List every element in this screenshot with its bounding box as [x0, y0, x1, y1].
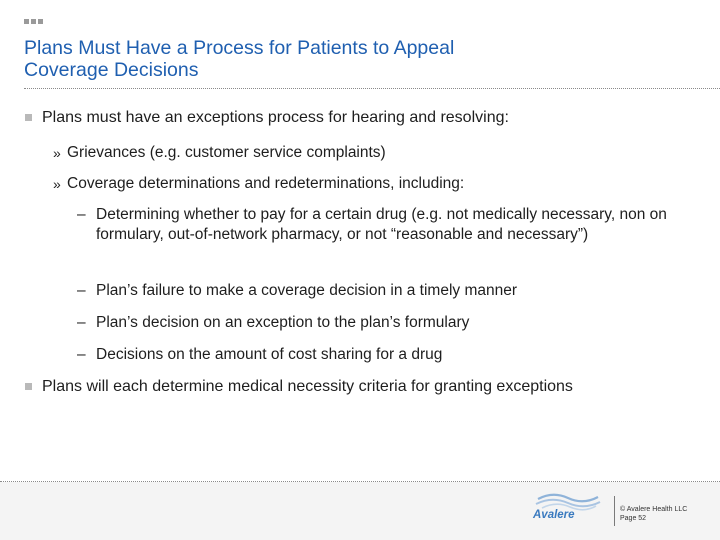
dash-bullet-icon: –	[77, 314, 86, 331]
square-bullet-icon	[25, 383, 32, 390]
dash-item-text: Plan’s decision on an exception to the plan’s formulary	[96, 314, 470, 331]
dash-item-timely-decision	[77, 281, 696, 301]
corner-decoration	[24, 19, 43, 24]
bullet-text: Plans must have an exceptions process for hearing and resolving:	[42, 109, 509, 126]
dash-bullet-icon: –	[77, 346, 86, 363]
title-line-1: Plans Must Have a Process for Patients to Appeal	[24, 37, 455, 59]
dash-bullet-icon: –	[77, 206, 86, 223]
square-bullet-icon	[25, 114, 32, 121]
bullet-exceptions-process	[42, 108, 692, 128]
dash-item-pay-decision	[77, 205, 696, 245]
page-number: Page 52	[620, 515, 647, 522]
footer-background	[0, 482, 720, 540]
footer-info	[620, 505, 687, 523]
bullet-text: Plans will each determine medical necessity criteria for granting exceptions	[42, 378, 573, 395]
sub-bullet-text: Grievances (e.g. customer service complaints)	[67, 144, 386, 161]
footer-divider-line	[0, 481, 720, 482]
dash-bullet-icon: –	[77, 282, 86, 299]
sub-bullet-grievances	[53, 143, 687, 163]
dash-item-text: Plan’s failure to make a coverage decision in a timely manner	[96, 282, 518, 299]
copyright-text: © Avalere Health LLC	[620, 506, 688, 513]
sub-bullet-text: Coverage determinations and redeterminations, including:	[67, 175, 465, 192]
slide-title	[24, 37, 664, 81]
title-line-2: Coverage Decisions	[24, 59, 199, 81]
title-divider	[24, 88, 720, 89]
dash-item-text: Determining whether to pay for a certain drug (e.g. not medically necessary, non on formulary, out-of-network pharmacy, or not “reasonable and necessary”)	[96, 206, 667, 243]
bullet-medical-necessity	[42, 377, 692, 397]
footer-separator	[614, 496, 615, 526]
logo-wordmark: Avalere	[533, 509, 575, 521]
dash-item-text: Decisions on the amount of cost sharing for a drug	[96, 346, 443, 363]
dash-item-formulary-exception	[77, 313, 696, 333]
dash-item-cost-sharing	[77, 345, 696, 365]
chevron-bullet-icon: »	[53, 145, 61, 161]
chevron-bullet-icon: »	[53, 176, 61, 192]
sub-bullet-coverage-determinations	[53, 174, 687, 194]
